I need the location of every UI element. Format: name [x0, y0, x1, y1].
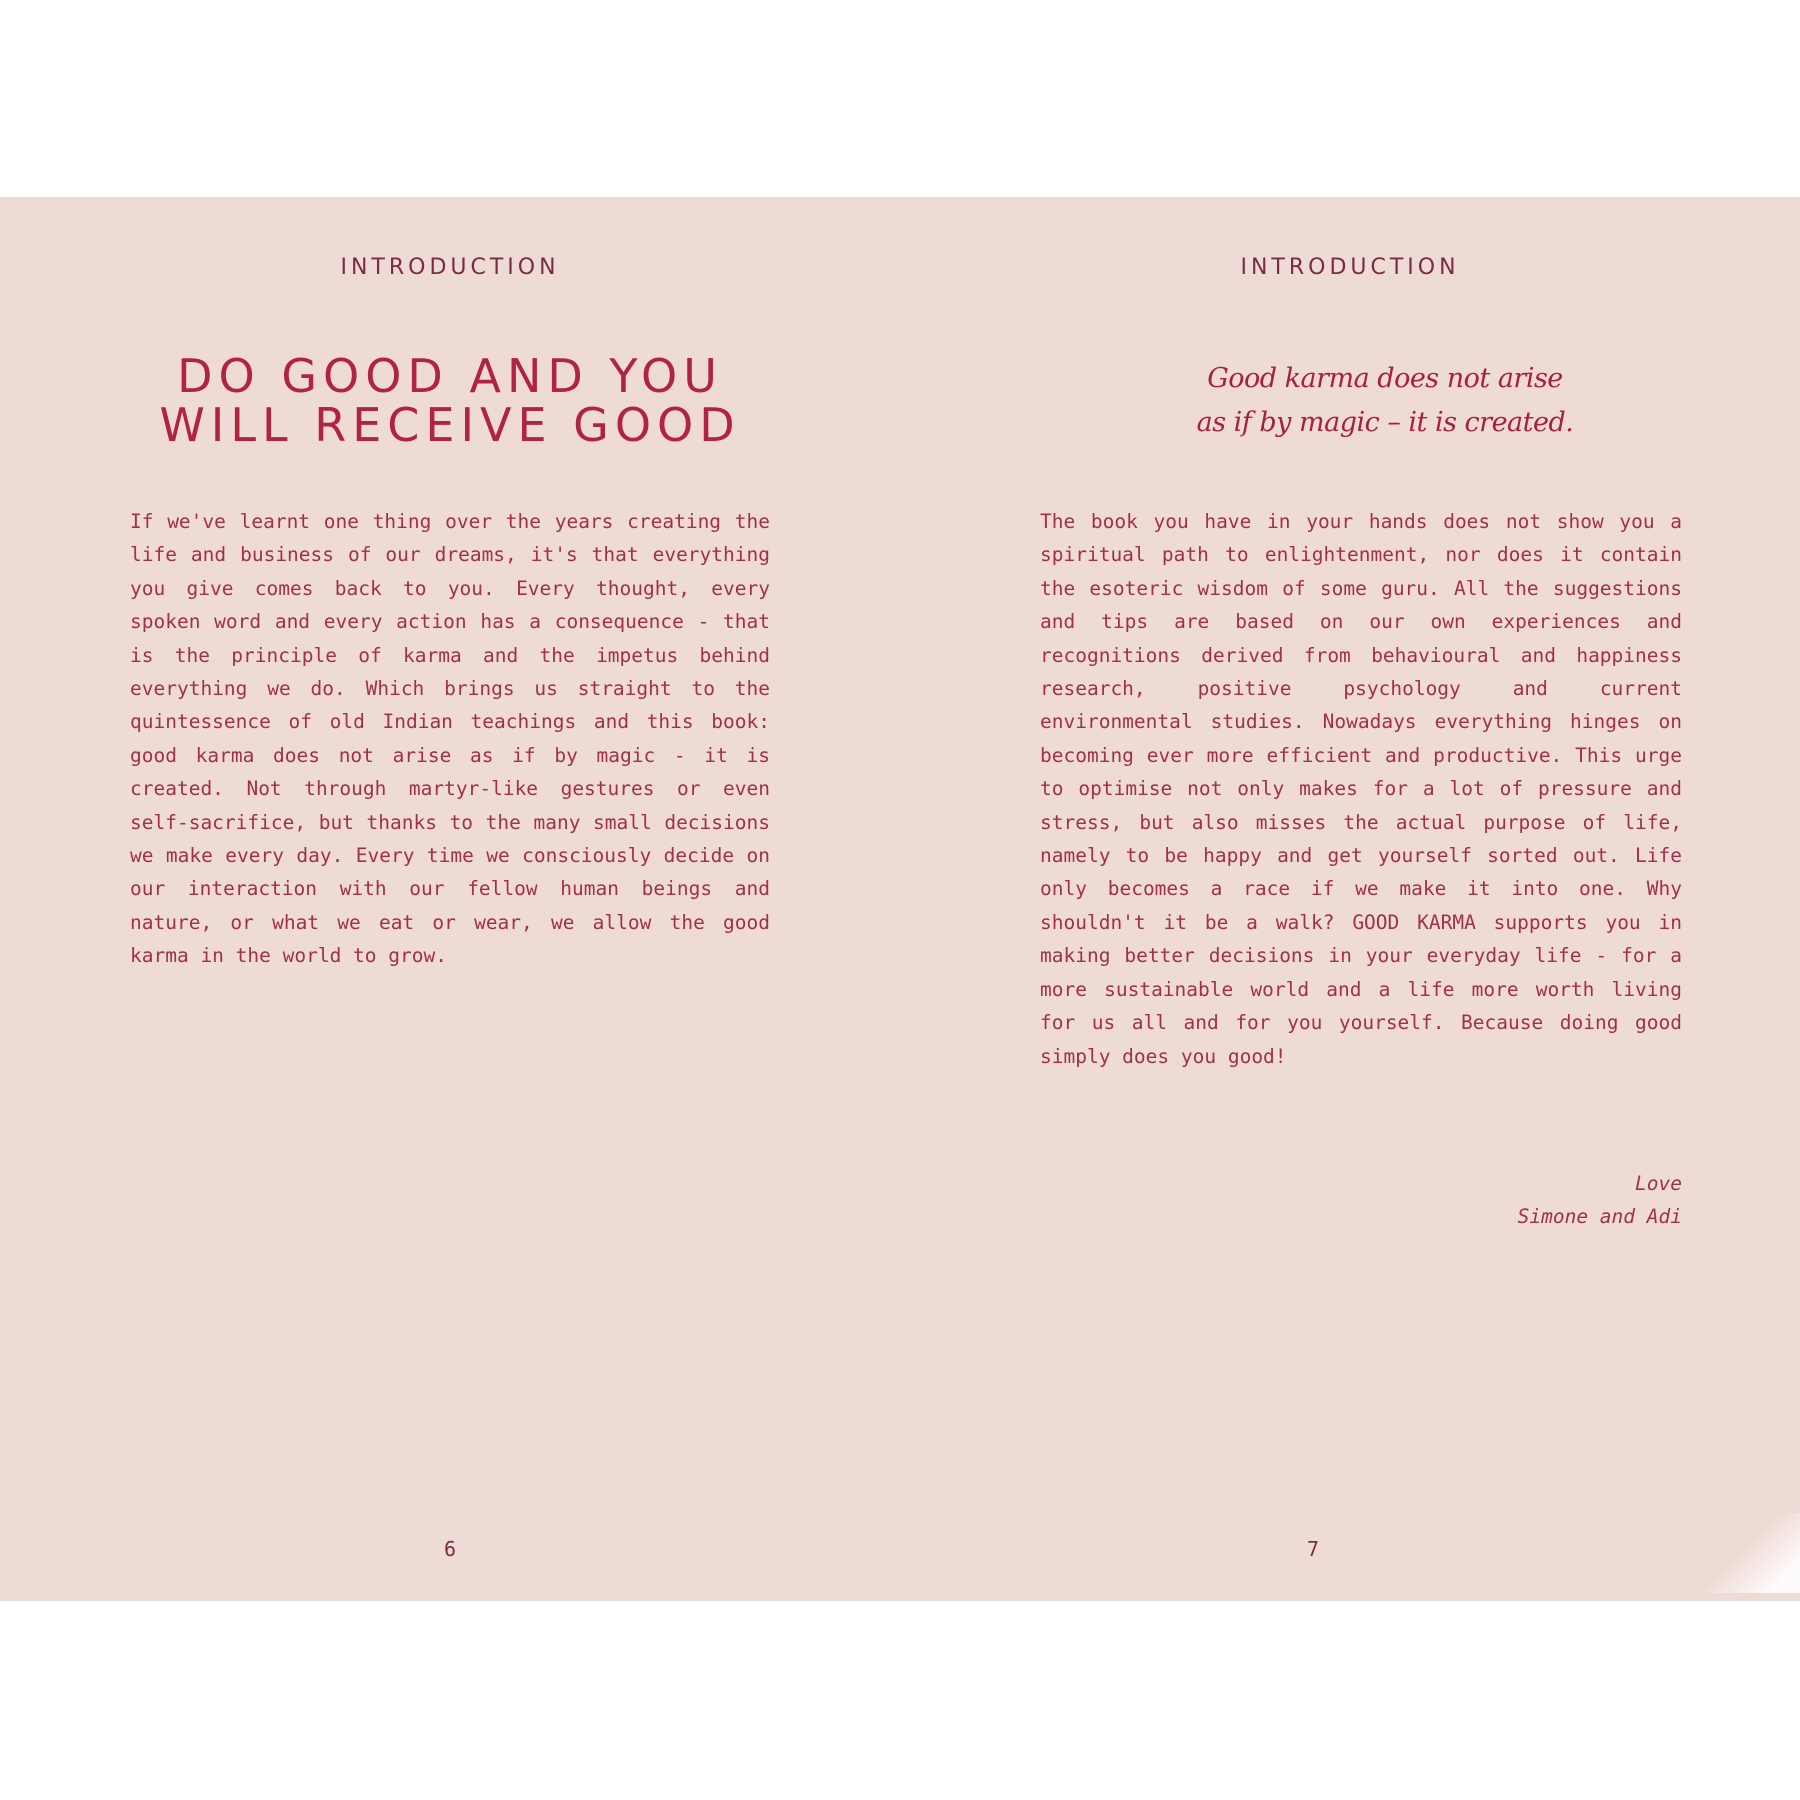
running-head-label: INTRODUCTION — [340, 255, 560, 280]
quote-line-2: as if by magic – it is created. — [1196, 407, 1574, 438]
page-number-left: 6 — [443, 1537, 457, 1561]
signoff-line-1: Love — [1635, 1172, 1682, 1195]
running-head-label: INTRODUCTION — [1240, 255, 1460, 280]
handwritten-quote — [1195, 357, 1575, 445]
quote-line-1: Good karma does not arise — [1207, 363, 1563, 394]
right-page — [900, 197, 1800, 1601]
running-head-right — [900, 255, 1800, 280]
chapter-title — [130, 349, 770, 452]
title-line-1: DO GOOD AND YOU — [177, 349, 723, 403]
page-number-right: 7 — [1306, 1537, 1320, 1561]
book-spread — [0, 197, 1800, 1601]
page-curl-shadow — [1680, 1513, 1800, 1593]
title-line-2: WILL RECEIVE GOOD — [159, 398, 741, 452]
running-head-left — [0, 255, 900, 280]
left-body-text: If we've learnt one thing over the years creating the life and business of our dreams, it's that everything you give comes back to you. Every thought, every spoken word and every action has a consequence - that is the principle of karma and the impetus behind everything we do. Which brings us straight to the quintessence of old Indian teachings and this book: good karma does not arise as if by magic - it is created. Not through martyr-like gestures or even self-sacrifice, but thanks to the many small decisions we make every day. Every time we consciously decide on our interaction with our fellow human beings and nature, or what we eat or wear, we allow the good karma in the world to grow. — [130, 510, 770, 968]
left-page — [0, 197, 900, 1601]
right-body-text: The book you have in your hands does not show you a spiritual path to enlightenment, nor does it contain the esoteric wisdom of some guru. All the suggestions and tips are based on our own experiences and recognitions derived from behavioural and happiness research, positive psychology and current environmental studies. Nowadays everything hinges on becoming ever more efficient and productive. This urge to optimise not only makes for a lot of pressure and stress, but also misses the actual purpose of life, namely to be happy and get yourself sorted out. Life only becomes a race if we make it into one. Why shouldn't it be a walk? GOOD KARMA supports you in making better decisions in your everyday life - for a more sustainable world and a life more worth living for us all and for you yourself. Because doing good simply does you good! — [1040, 510, 1682, 1068]
signoff — [1040, 1167, 1682, 1234]
signoff-line-2: Simone and Adi — [1517, 1205, 1682, 1229]
